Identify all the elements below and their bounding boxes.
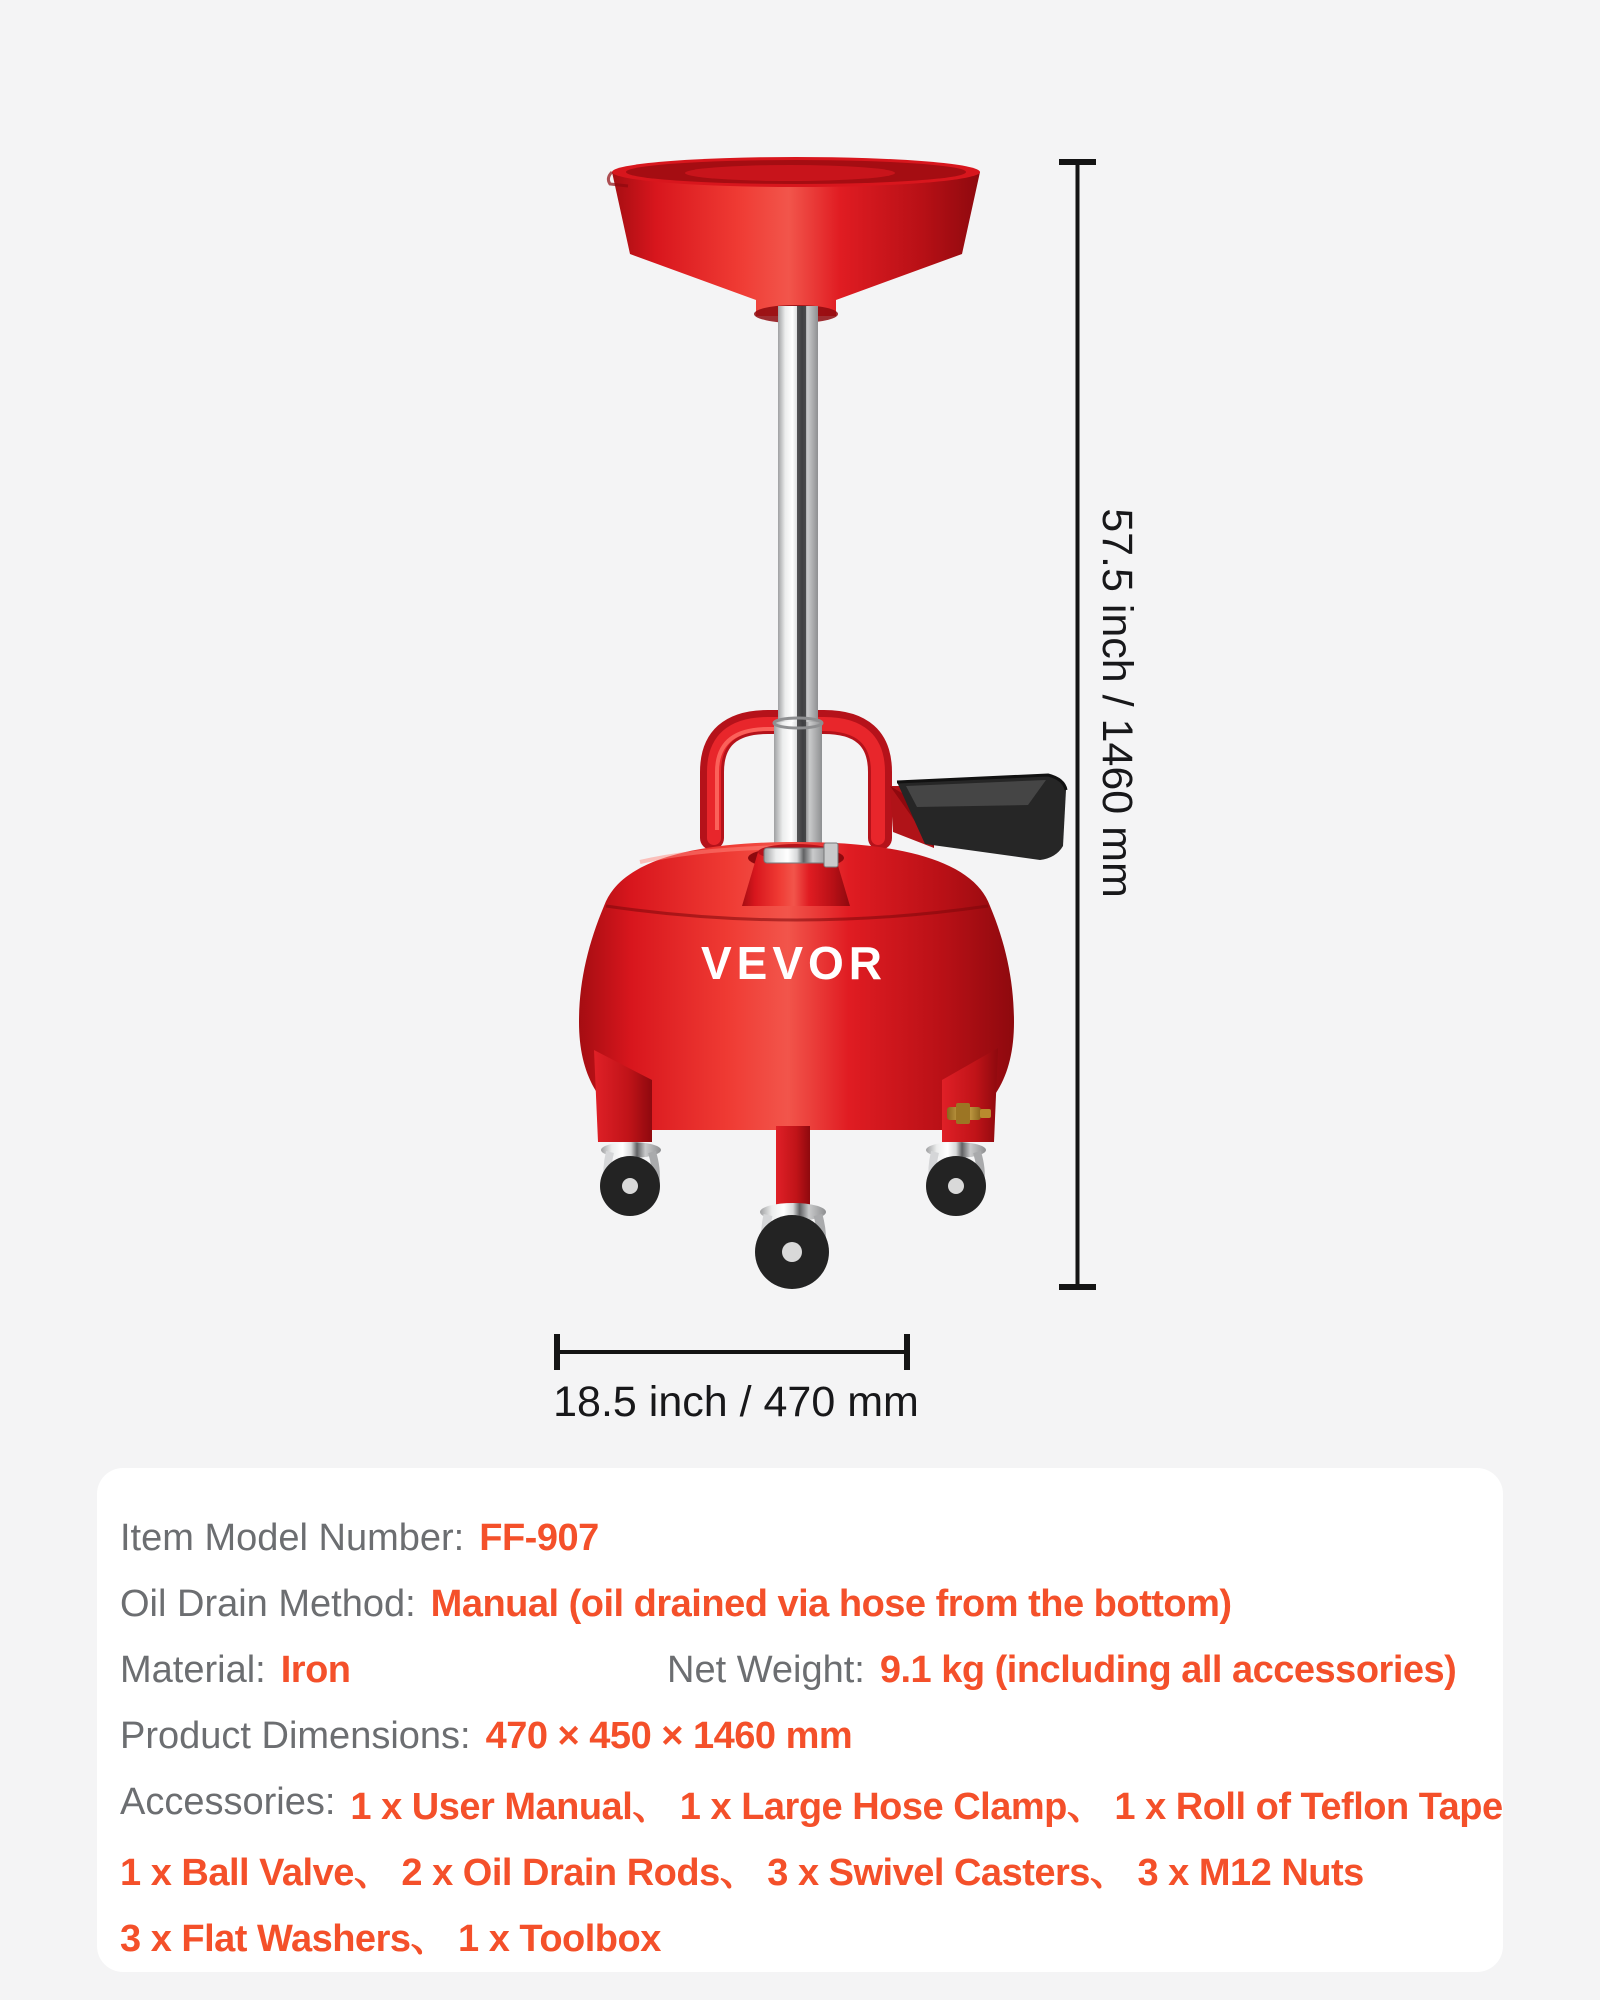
front-caster [755,1203,829,1289]
spec-label: Item Model Number: [120,1516,465,1559]
oil-drain-funnel [608,157,980,323]
spec-value: 1 x User Manual、 1 x Large Hose Clamp、 1 x Roll of Teflon Tape [350,1785,1503,1828]
spec-pair-net-weight [667,1637,1456,1703]
right-caster [926,1142,986,1216]
spec-value: 1 x Ball Valve、 2 x Oil Drain Rods、 3 x Swivel Casters、 3 x M12 Nuts [120,1851,1364,1894]
spec-value: Iron [280,1648,351,1691]
spec-row-model [120,1505,1473,1571]
spec-row-accessories-1 [120,1769,1503,1835]
spec-value: 3 x Flat Washers、 1 x Toolbox [120,1917,661,1960]
left-caster [600,1142,661,1216]
width-dimension-line [557,1334,907,1370]
spec-label: Net Weight: [667,1648,865,1691]
spec-row-drain-method [120,1571,1473,1637]
brand-logo: VEVOR [700,937,888,989]
spec-label: Oil Drain Method: [120,1582,416,1625]
spec-value: Manual (oil drained via hose from the bottom) [430,1582,1232,1625]
spec-row-material-weight [120,1637,1473,1703]
spec-row-dimensions [120,1703,1473,1769]
spec-value: FF-907 [479,1516,599,1559]
spec-label: Product Dimensions: [120,1714,471,1757]
spec-label: Material: [120,1648,266,1691]
spec-card [97,1468,1503,1972]
spec-row-accessories-3 [120,1901,1473,1967]
side-spout-tray [890,775,1066,860]
height-dimension-label: 57.5 inch / 1460 mm [1093,508,1141,898]
spec-row-accessories-2 [120,1835,1473,1901]
width-dimension-label: 18.5 inch / 470 mm [553,1378,919,1426]
spec-value: 9.1 kg (including all accessories) [879,1648,1457,1691]
spec-value: 470 × 450 × 1460 mm [485,1714,853,1757]
telescopic-pole [774,306,822,868]
spec-label: Accessories: [120,1780,336,1823]
